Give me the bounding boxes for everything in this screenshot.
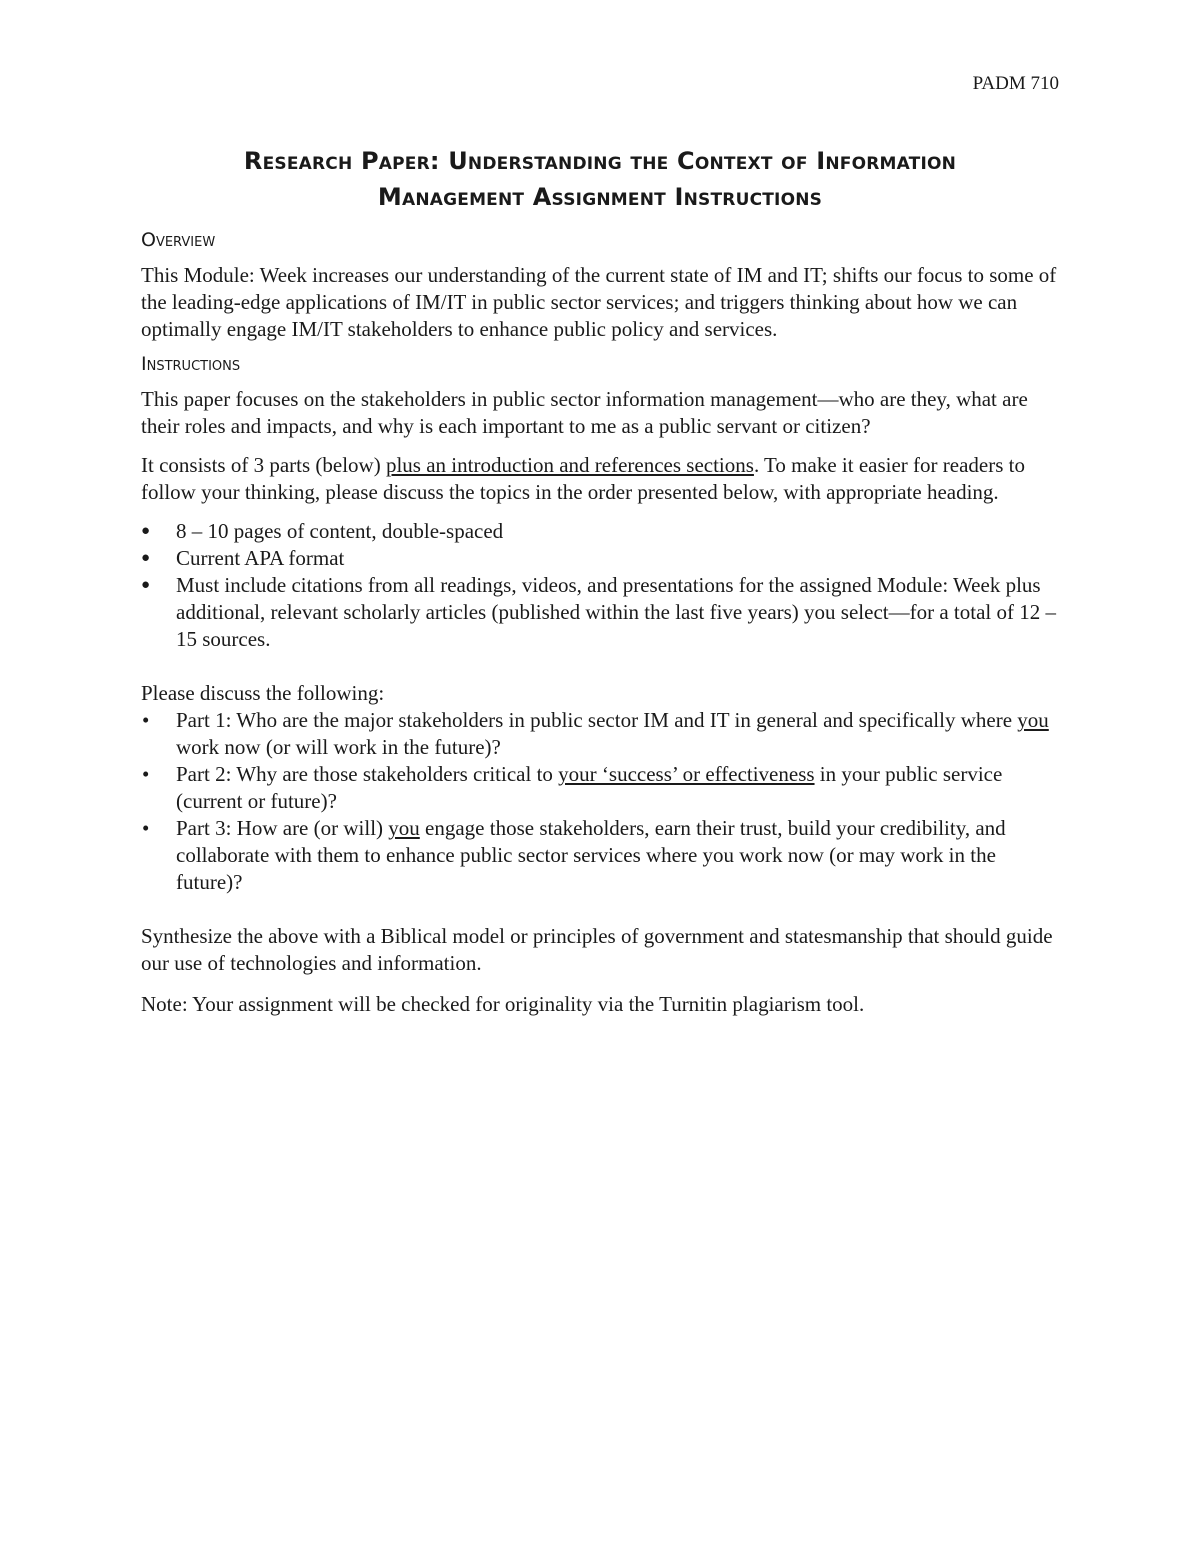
part-1-text-after: work now (or will work in the future)? — [176, 735, 501, 759]
overview-heading: Overview — [141, 229, 216, 251]
part-1-underlined: you — [1017, 708, 1049, 732]
list-item — [141, 815, 1061, 896]
part-2-underlined: your ‘success’ or effectiveness — [558, 762, 815, 786]
part-2-text-before: Part 2: Why are those stakeholders critical to — [176, 762, 559, 786]
title-line-1: Research Paper: Understanding the Context of Information — [243, 147, 957, 175]
list-item: ● Current APA format — [141, 545, 1061, 572]
spacer — [141, 653, 1061, 680]
requirements-list — [141, 518, 1061, 653]
para2-text-before: It consists of 3 parts (below) — [141, 453, 386, 477]
list-item: ● 8 – 10 pages of content, double-spaced — [141, 518, 1061, 545]
para2-underlined-text: plus an introduction and references sections — [385, 453, 754, 477]
list-item — [141, 761, 1061, 815]
parts-list — [141, 707, 1061, 896]
part-2-text-after: in your public service (current or future)? — [176, 762, 1003, 813]
part-3-underlined: you — [388, 816, 420, 840]
part-3-text-before: Part 3: How are (or will) — [176, 816, 389, 840]
document-title — [141, 143, 1059, 215]
document-body — [141, 228, 1061, 1027]
instructions-heading: Instructions — [141, 353, 241, 375]
originality-note: Note: Your assignment will be checked for originality via the Turnitin plagiarism tool. — [141, 992, 865, 1016]
list-item: ● Must include citations from all readings, videos, and presentations for the assigned Module: Week plus additional, relevant scholarly articles (published within the last five years) you select—for a total of 12 – 15 sources. — [141, 572, 1061, 653]
page-header-course-code: PADM 710 — [972, 73, 1059, 94]
para2-text-after: . To make it easier for readers to follow your thinking, please discuss the topics in the order presented below, with appropriate heading. — [141, 453, 1025, 504]
instructions-paragraph-2 — [141, 452, 1061, 506]
overview-paragraph: This Module: Week increases our understanding of the current state of IM and IT; shifts our focus to some of the leading-edge applications of IM/IT in public sector services; and triggers thinking about how we can optimally engage IM/IT stakeholders to enhance public policy and services. — [141, 263, 1057, 341]
part-3-text-after: engage those stakeholders, earn their trust, build your credibility, and collaborate with them to enhance public sector services where you work now (or may work in the future)? — [176, 816, 1006, 894]
instructions-paragraph-1: This paper focuses on the stakeholders in public sector information management—who are they, what are their roles and impacts, and why is each important to me as a public servant or citizen? — [141, 387, 1028, 438]
synthesize-paragraph: Synthesize the above with a Biblical model or principles of government and statesmanship that should guide our use of technologies and information. — [141, 924, 1053, 975]
spacer — [141, 896, 1061, 923]
list-item — [141, 707, 1061, 761]
discuss-intro: Please discuss the following: — [141, 681, 385, 705]
part-1-text-before: Part 1: Who are the major stakeholders in public sector IM and IT in general and specifically where — [176, 708, 1018, 732]
title-line-2: Management Assignment Instructions — [377, 183, 823, 211]
